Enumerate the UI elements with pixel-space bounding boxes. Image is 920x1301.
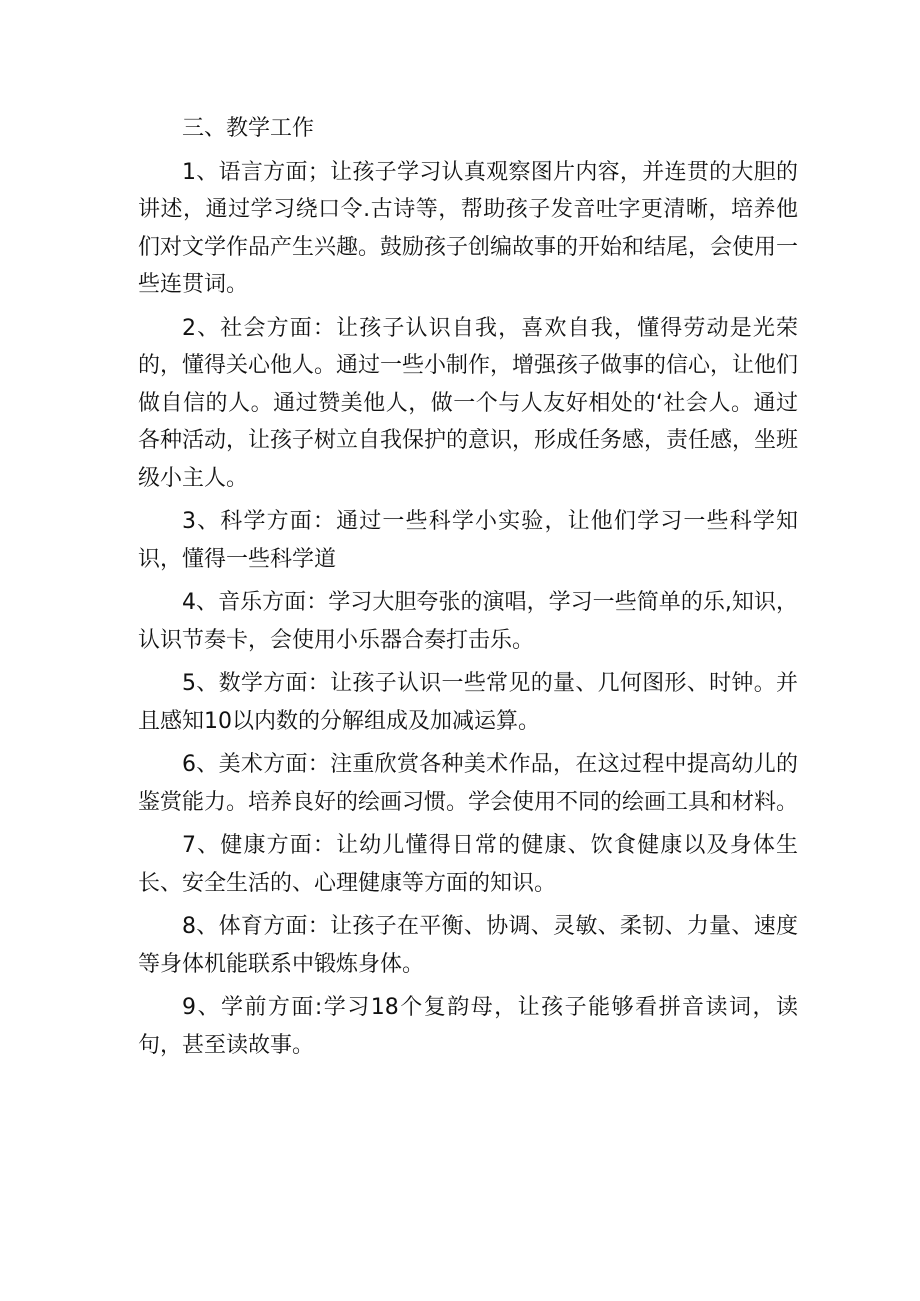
paragraph-language: 1、语言方面；让孩子学习认真观察图片内容，并连贯的大胆的讲述，通过学习绕口令.古诗等，帮助孩子发音吐字更清晰，培养他们对文学作品产生兴趣。鼓励孩子创编故事的开始和结尾，会使用一些连贯词。 (138, 159, 799, 297)
paragraph-music: 4、音乐方面：学习大胆夸张的演唱，学习一些简单的乐,知识，认识节奏卡，会使用小乐器合奏打击乐。 (138, 590, 798, 653)
document-body (138, 110, 798, 1070)
paragraph-health: 7、健康方面：让幼儿懂得日常的健康、饮食健康以及身体生长、安全生活的、心理健康等方面的知识。 (138, 833, 798, 896)
paragraph-social: 2、社会方面：让孩子认识自我，喜欢自我，懂得劳动是光荣的，懂得关心他人。通过一些小制作，增强孩子做事的信心，让他们做自信的人。通过赞美他人，做一个与人友好相处的‘社会人。通过各种活动，让孩子树立自我保护的意识，形成任务感，责任感，坐班级小主人。 (138, 315, 799, 491)
paragraph-art: 6、美术方面：注重欣赏各种美术作品，在这过程中提高幼儿的鉴赏能力。培养良好的绘画习惯。学会使用不同的绘画工具和材料。 (138, 752, 799, 815)
paragraph-science: 3、科学方面：通过一些科学小实验，让他们学习一些科学知识，懂得一些科学道 (138, 509, 798, 572)
paragraph-math: 5、数学方面：让孩子认识一些常见的量、几何图形、时钟。并且感知10以内数的分解组成及加减运算。 (138, 671, 798, 734)
paragraph-sports: 8、体育方面：让孩子在平衡、协调、灵敏、柔韧、力量、速度等身体机能联系中锻炼身体。 (138, 914, 798, 977)
paragraph-preschool: 9、学前方面:学习18个复韵母，让孩子能够看拼音读词，读句，甚至读故事。 (138, 995, 798, 1058)
section-title: 三、教学工作 (182, 116, 315, 141)
